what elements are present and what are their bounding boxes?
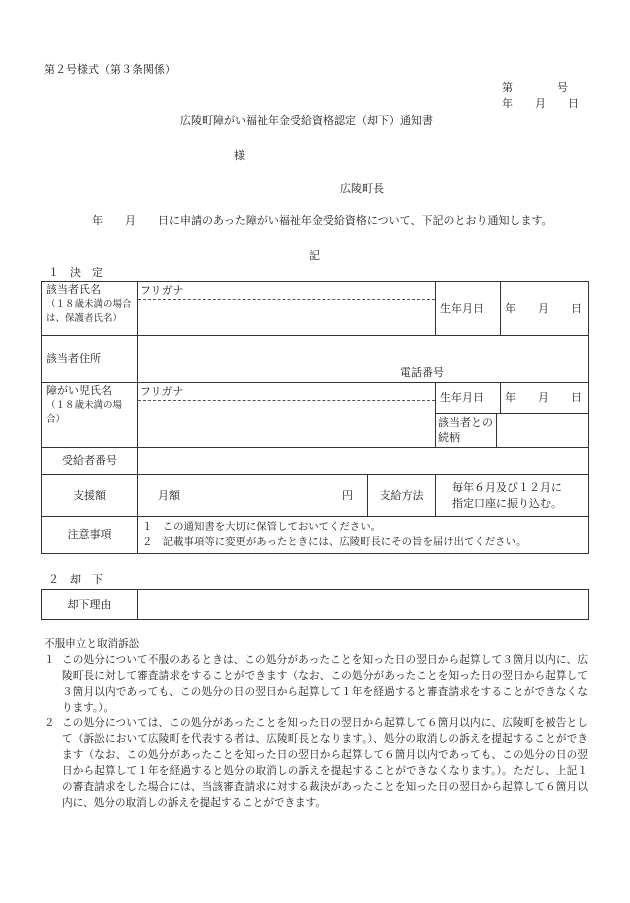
relation-label: 該当者との続柄 <box>436 414 497 447</box>
subject-name-label: 該当者氏名 <box>46 283 101 296</box>
child-furigana-label: フリガナ <box>138 383 435 401</box>
subject-name-field[interactable] <box>138 282 436 336</box>
intro-text: 年 月 日に申請のあった障がい福祉年金受給資格について、下記のとおり通知します。 <box>92 214 553 227</box>
addressee-suffix: 様 <box>234 149 245 162</box>
appeal-item-text: この処分については、この処分があったことを知った日の翌日から起算して６箇月以内に、広陵町を被告として（訴訟において広陵町を代表する者は、広陵町長となります。）、処分の取消しの訴えを提起することができます（なお、この処分があったことを知った日の翌日から起算して６箇月以内であっても、この処分の日の翌日から起算して１年を経過すると処分の取消しの訴えを提起することができなくなります。）。ただし、上記１の審査請求をした場合には、当該審査請求に対する裁決があったことを知った日の翌日から起算して６箇月以内に、処分の取消しの訴えを提起することができます。 <box>62 717 588 809</box>
document-date: 年 月 日 <box>502 97 579 110</box>
subject-furigana-label: フリガナ <box>138 282 435 300</box>
subject-birthdate-label: 生年月日 <box>436 282 501 335</box>
rejection-reason-label: 却下理由 <box>42 590 138 620</box>
payment-method-line-2: 指定口座に振り込む。 <box>452 496 563 510</box>
note-item: ２ 記載事項等に変更があったときには、広陵町長にその旨を届け出てください。 <box>142 536 527 548</box>
subject-birthdate-value[interactable]: 年 月 日 <box>505 301 583 315</box>
issuer-name: 広陵町長 <box>340 182 384 195</box>
subject-name-note: （１８歳未満の場合は、保護者氏名） <box>46 298 132 324</box>
subject-name-label-cell <box>42 282 138 336</box>
document-number: 第 号 <box>502 81 568 94</box>
payment-method-line-1: 毎年６月及び１２月に <box>452 480 563 494</box>
appeal-item <box>44 653 588 717</box>
phone-label: 電話番号 <box>400 366 444 380</box>
appeal-heading: 不服申立と取消訴訟 <box>44 638 140 650</box>
payment-method-label: 支給方法 <box>368 475 436 517</box>
appeal-item-text: この処分について不服のあるときは、この処分があったことを知った日の翌日から起算して３箇月以内に、広陵町長に対して審査請求をすることができます（なお、この処分があったことを知った日の翌日から起算して３箇月以内であっても、この処分の日の翌日から起算して１年を経過すると審査請求をすることができなくなります。）。 <box>62 653 588 714</box>
address-field[interactable] <box>138 336 589 383</box>
yen-label: 円 <box>342 488 353 502</box>
child-name-label-cell <box>42 383 138 448</box>
child-birthdate-value[interactable]: 年 月 日 <box>505 391 583 405</box>
address-label: 該当者住所 <box>42 336 138 383</box>
appeal-item <box>44 716 588 811</box>
child-name-note: （１８歳未満の場合） <box>46 399 123 425</box>
appeal-item-number: ２ <box>44 717 55 730</box>
appeal-section <box>44 637 588 812</box>
child-name-field[interactable] <box>138 383 436 448</box>
monthly-amount-field[interactable] <box>138 475 368 517</box>
section-decision-heading: １ 決 定 <box>48 266 103 279</box>
note-item: １ この通知書を大切に保管しておいてください。 <box>142 520 381 533</box>
document-title: 広陵町障がい福祉年金受給資格認定（却下）通知書 <box>180 114 433 127</box>
monthly-label: 月額 <box>158 488 180 502</box>
form-label: 第２号様式（第３条関係） <box>44 63 176 76</box>
rejection-table <box>41 589 589 620</box>
notes-label: 注意事項 <box>42 517 138 554</box>
section-rejection-heading: ２ 却 下 <box>48 573 103 586</box>
recipient-number-label: 受給者番号 <box>42 448 138 475</box>
payment-method-value <box>436 475 589 517</box>
ki-marker: 記 <box>309 249 320 262</box>
child-name-label: 障がい児氏名 <box>46 384 112 397</box>
decision-table <box>41 281 589 554</box>
appeal-item-number: １ <box>44 653 55 666</box>
relation-field[interactable] <box>497 414 588 447</box>
support-amount-label: 支援額 <box>42 475 138 517</box>
rejection-reason-field[interactable] <box>138 590 589 620</box>
notes-list <box>138 517 589 554</box>
recipient-number-field[interactable] <box>138 448 589 475</box>
child-birthdate-label: 生年月日 <box>436 383 501 413</box>
